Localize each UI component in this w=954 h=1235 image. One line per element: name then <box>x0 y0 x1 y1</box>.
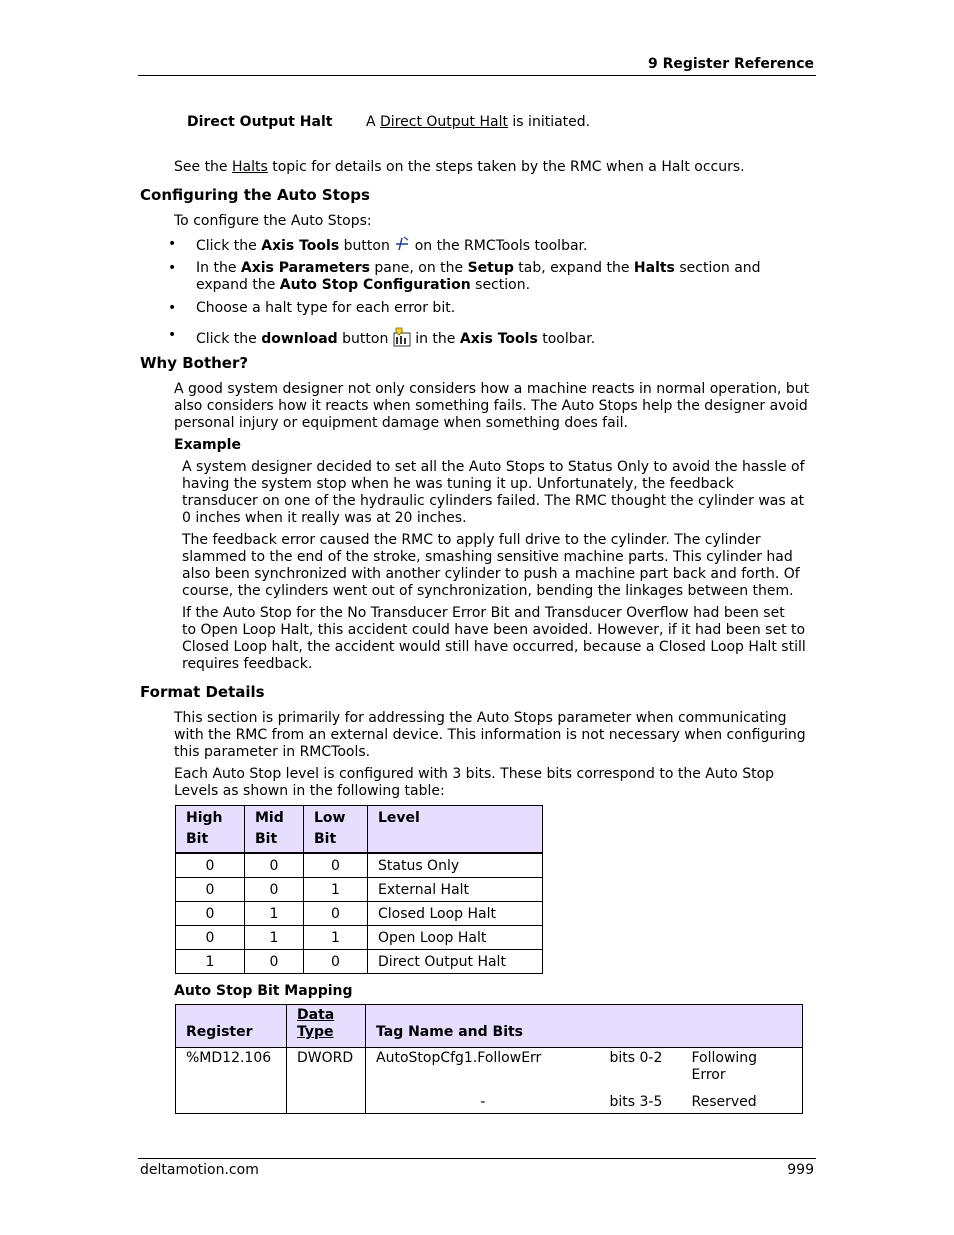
table-row <box>176 853 543 878</box>
table-row <box>176 950 543 974</box>
b1-mid: button <box>339 238 395 254</box>
b4-pre: Click the <box>196 331 262 347</box>
ex1-line: 0 inches when it really was at 20 inches. <box>182 510 467 526</box>
format-p1-line: This section is primarily for addressing the Auto Stops parameter when communicating <box>174 710 787 726</box>
data-type-link-1[interactable]: Data <box>297 1007 335 1023</box>
config-heading: Configuring the Auto Stops <box>140 186 370 204</box>
b4-bold2: Axis Tools <box>459 331 538 347</box>
halt-description <box>366 114 590 130</box>
b2-j: section. <box>470 277 531 293</box>
mid-bit-cell: 0 <box>245 950 304 974</box>
ex2-line: The feedback error caused the RMC to apply full drive to the cylinder. The cylinder <box>182 532 761 548</box>
bullet-2-dot: • <box>168 260 177 276</box>
see-halts-pre: See the <box>174 159 232 175</box>
ex2-line: also been synchronized with another cylinder to push a machine part back and forth. Of <box>182 566 800 582</box>
config-intro: To configure the Auto Stops: <box>174 213 372 229</box>
ex1-line: having the system stop when he was tuning it up. Unfortunately, the feedback <box>182 476 734 492</box>
register-cell: %MD12.106 <box>176 1048 287 1114</box>
footer-page-number: 999 <box>787 1162 814 1178</box>
why-paragraph <box>174 381 819 432</box>
bullet-4-dot: • <box>168 327 177 343</box>
format-paragraph-2 <box>174 766 819 800</box>
table-header-row <box>176 1005 803 1048</box>
header-level: Level <box>368 806 543 854</box>
b2-d: Setup <box>467 260 514 276</box>
bullet-3: Choose a halt type for each error bit. <box>196 300 456 316</box>
format-heading: Format Details <box>140 683 265 701</box>
auto-stop-bit-mapping-table <box>175 1004 803 1114</box>
halt-term: Direct Output Halt <box>187 114 333 130</box>
why-p1-line: also considers how it reacts when something fails. The Auto Stops help the designer avoid <box>174 398 808 414</box>
bullet-1-dot: • <box>168 236 177 252</box>
mid-bit-cell: 1 <box>245 902 304 926</box>
b2-b: Axis Parameters <box>240 260 370 276</box>
ex2-line: slammed to the end of the stroke, smashing sensitive machine parts. This cylinder had <box>182 549 793 565</box>
low-bit-cell: 1 <box>304 878 368 902</box>
bits-cell: bits 0-2 <box>600 1048 682 1087</box>
b2-e: tab, expand the <box>513 260 634 276</box>
halts-link[interactable]: Halts <box>232 159 268 175</box>
tag-cell: AutoStopCfg1.FollowErr <box>366 1048 600 1087</box>
b4-mid2: in the <box>415 331 460 347</box>
example-paragraph-2 <box>182 532 817 600</box>
level-cell: Open Loop Halt <box>368 926 543 950</box>
high-bit-cell: 0 <box>176 853 245 878</box>
ex3-line: If the Auto Stop for the No Transducer Error Bit and Transducer Overflow had been set <box>182 605 785 621</box>
ex3-line: requires feedback. <box>182 656 313 672</box>
b2-a: In the <box>196 260 241 276</box>
level-cell: Status Only <box>368 853 543 878</box>
direct-output-halt-link[interactable]: Direct Output Halt <box>380 114 508 130</box>
table-row <box>176 926 543 950</box>
download-icon <box>393 327 411 347</box>
b1-post: on the RMCTools toolbar. <box>414 238 588 254</box>
bullet-4 <box>196 327 595 348</box>
header-mid-bit: Mid Bit <box>245 806 304 854</box>
footer-rule <box>138 1158 816 1159</box>
low-bit-cell: 0 <box>304 902 368 926</box>
header-data-type[interactable] <box>287 1005 366 1048</box>
b2-i: Auto Stop Configuration <box>279 277 471 293</box>
level-cell: External Halt <box>368 878 543 902</box>
b1-pre: Click the <box>196 238 262 254</box>
see-halts-paragraph <box>174 159 819 176</box>
ex2-line: course, the cylinders went out of synchronization, bending the linkages between them. <box>182 583 794 599</box>
mapping-label: Auto Stop Bit Mapping <box>174 983 353 999</box>
bits-desc-cell: Following Error <box>682 1048 803 1087</box>
why-heading: Why Bother? <box>140 354 249 372</box>
example-paragraph-1 <box>182 459 817 527</box>
format-p1-line: this parameter in RMCTools. <box>174 744 371 760</box>
high-bit-cell: 1 <box>176 950 245 974</box>
why-p1-line: personal injury or equipment damage when something does fail. <box>174 415 628 431</box>
format-p2-line: Levels as shown in the following table: <box>174 783 445 799</box>
see-halts-post: topic for details on the steps taken by the RMC when a Halt occurs. <box>267 159 745 175</box>
table-row <box>176 878 543 902</box>
why-p1-line: A good system designer not only considers how a machine reacts in normal operation, but <box>174 381 810 397</box>
example-paragraph-3 <box>182 605 817 673</box>
bits-desc-cell: Reserved <box>682 1086 803 1114</box>
bullet-2 <box>196 260 816 294</box>
low-bit-cell: 0 <box>304 950 368 974</box>
b4-bold: download <box>261 331 338 347</box>
bits-cell: bits 3-5 <box>600 1086 682 1114</box>
b4-mid: button <box>337 331 393 347</box>
header-tag-name: Tag Name and Bits <box>366 1005 803 1048</box>
mid-bit-cell: 0 <box>245 878 304 902</box>
header-rule <box>138 75 816 76</box>
low-bit-cell: 1 <box>304 926 368 950</box>
table-row <box>176 902 543 926</box>
table-row <box>176 1048 803 1087</box>
header-high-bit: High Bit <box>176 806 245 854</box>
header-register: Register <box>176 1005 287 1048</box>
tag-cell: - <box>366 1086 600 1114</box>
halt-desc-post: is initiated. <box>507 114 591 130</box>
example-label: Example <box>174 437 241 453</box>
ex3-line: to Open Loop Halt, this accident could have been avoided. However, if it had been set to <box>182 622 806 638</box>
b2-g: section and <box>674 260 761 276</box>
running-header: 9 Register Reference <box>647 56 814 72</box>
table-header-row <box>176 806 543 854</box>
mid-bit-cell: 1 <box>245 926 304 950</box>
auto-stop-level-table <box>175 805 543 974</box>
b2-f: Halts <box>633 260 675 276</box>
data-type-link-2[interactable]: Type <box>297 1024 334 1040</box>
ex3-line: Closed Loop halt, the accident would still have occurred, because a Closed Loop Halt still <box>182 639 806 655</box>
mid-bit-cell: 0 <box>245 853 304 878</box>
b2-c: pane, on the <box>369 260 468 276</box>
ex1-line: transducer on one of the hydraulic cylinders failed. The RMC thought the cylinder was at <box>182 493 805 509</box>
data-type-cell: DWORD <box>287 1048 366 1114</box>
bullet-3-dot: • <box>168 300 177 316</box>
ex1-line: A system designer decided to set all the Auto Stops to Status Only to avoid the hassle of <box>182 459 805 475</box>
b1-bold: Axis Tools <box>261 238 340 254</box>
level-cell: Closed Loop Halt <box>368 902 543 926</box>
format-p2-line: Each Auto Stop level is configured with 3 bits. These bits correspond to the Auto Stop <box>174 766 775 782</box>
high-bit-cell: 0 <box>176 878 245 902</box>
high-bit-cell: 0 <box>176 902 245 926</box>
b4-post: toolbar. <box>537 331 596 347</box>
header-low-bit: Low Bit <box>304 806 368 854</box>
b2-h: expand the <box>196 277 280 293</box>
bullet-1 <box>196 236 587 255</box>
low-bit-cell: 0 <box>304 853 368 878</box>
halt-desc-pre: A <box>366 114 381 130</box>
format-p1-line: with the RMC from an external device. This information is not necessary when configuring <box>174 727 806 743</box>
format-paragraph-1 <box>174 710 819 761</box>
footer-site: deltamotion.com <box>140 1162 259 1178</box>
level-cell: Direct Output Halt <box>368 950 543 974</box>
high-bit-cell: 0 <box>176 926 245 950</box>
axis-tools-icon <box>394 236 410 252</box>
